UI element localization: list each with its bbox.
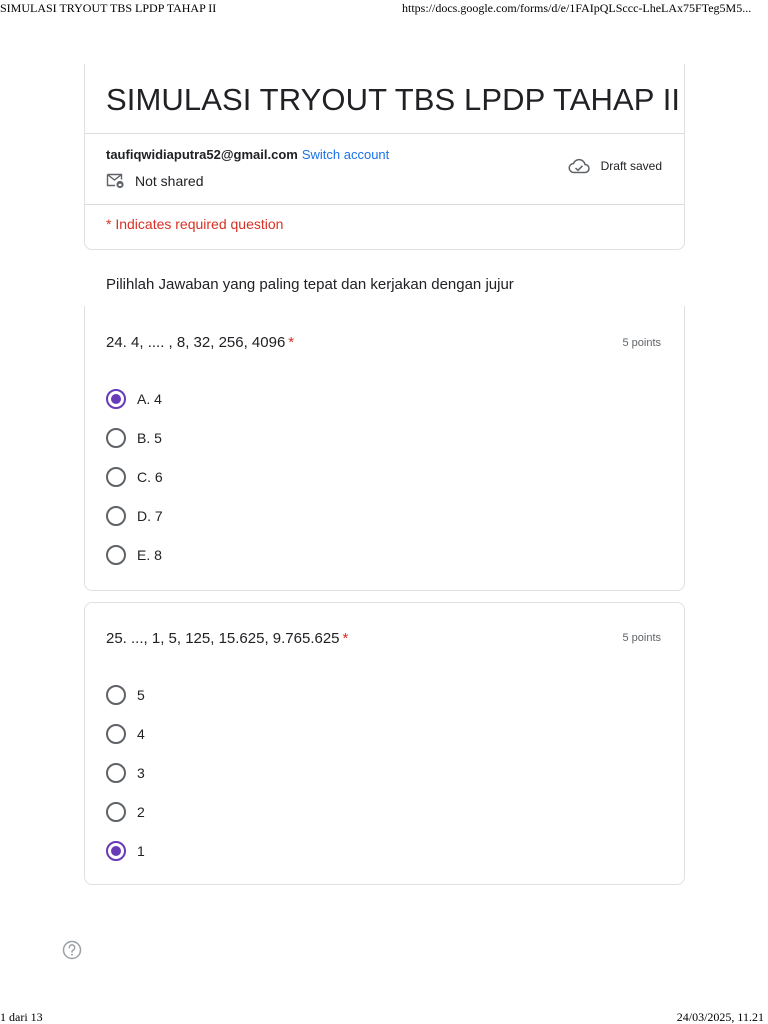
option-label: E. 8 — [137, 546, 162, 563]
print-footer-timestamp: 24/03/2025, 11.21 — [676, 1010, 764, 1024]
help-circle-icon — [62, 940, 82, 960]
option-d[interactable] — [106, 496, 163, 535]
option-e[interactable] — [106, 535, 163, 574]
question-title: 24. 4, .... , 8, 32, 256, 4096 * — [106, 334, 295, 351]
option-label: 3 — [137, 764, 145, 781]
radio-button[interactable] — [106, 389, 126, 409]
radio-button[interactable] — [106, 428, 126, 448]
option-3[interactable] — [106, 754, 145, 793]
option-a[interactable] — [106, 380, 163, 419]
options-list — [106, 380, 163, 574]
option-label: C. 6 — [137, 468, 163, 485]
radio-button[interactable] — [106, 841, 126, 861]
question-title: 25. ..., 1, 5, 125, 15.625, 9.765.625 * — [106, 630, 349, 647]
option-label: A. 4 — [137, 391, 162, 408]
radio-button[interactable] — [106, 763, 126, 783]
divider — [85, 133, 684, 134]
not-shared-label: Not shared — [135, 172, 204, 189]
switch-account-link[interactable]: Switch account — [301, 147, 390, 162]
radio-button[interactable] — [106, 802, 126, 822]
not-shared-status — [106, 172, 203, 189]
required-star: * — [288, 334, 295, 351]
question-card-24 — [84, 306, 685, 591]
option-1[interactable] — [106, 831, 145, 870]
radio-button[interactable] — [106, 724, 126, 744]
required-star: * — [342, 630, 349, 647]
option-label: 4 — [137, 726, 145, 743]
print-footer-page: 1 dari 13 — [0, 1010, 43, 1024]
print-header-title: SIMULASI TRYOUT TBS LPDP TAHAP II — [0, 1, 217, 15]
option-4[interactable] — [106, 715, 145, 754]
question-points: 5 points — [622, 337, 661, 349]
option-b[interactable] — [106, 419, 163, 458]
account-email: taufiqwidiaputra52@gmail.com — [106, 147, 298, 162]
help-button[interactable] — [62, 940, 82, 965]
question-card-25 — [84, 602, 685, 885]
option-2[interactable] — [106, 792, 145, 831]
option-label: B. 5 — [137, 430, 162, 447]
option-5[interactable] — [106, 676, 145, 715]
draft-saved-status — [568, 158, 662, 174]
radio-button[interactable] — [106, 506, 126, 526]
option-label: 1 — [137, 842, 145, 859]
divider — [85, 204, 684, 205]
form-description: Pilihlah Jawaban yang paling tepat dan kerjakan dengan jujur — [106, 276, 514, 293]
print-header-url: https://docs.google.com/forms/d/e/1FAIpQLSccc-LheLAx75FTeg5M5... — [402, 1, 752, 15]
required-note: * Indicates required question — [106, 216, 284, 232]
draft-saved-label: Draft saved — [600, 159, 662, 173]
radio-button[interactable] — [106, 545, 126, 565]
cloud-check-icon — [568, 158, 590, 174]
option-label: D. 7 — [137, 507, 163, 524]
options-list — [106, 676, 145, 870]
option-label: 5 — [137, 687, 145, 704]
form-header-card — [84, 64, 685, 250]
mail-lock-icon — [106, 172, 125, 189]
option-label: 2 — [137, 803, 145, 820]
radio-button[interactable] — [106, 467, 126, 487]
account-line — [106, 147, 389, 162]
radio-button[interactable] — [106, 685, 126, 705]
option-c[interactable] — [106, 458, 163, 497]
question-points: 5 points — [622, 632, 661, 644]
form-title: SIMULASI TRYOUT TBS LPDP TAHAP II — [106, 82, 681, 117]
